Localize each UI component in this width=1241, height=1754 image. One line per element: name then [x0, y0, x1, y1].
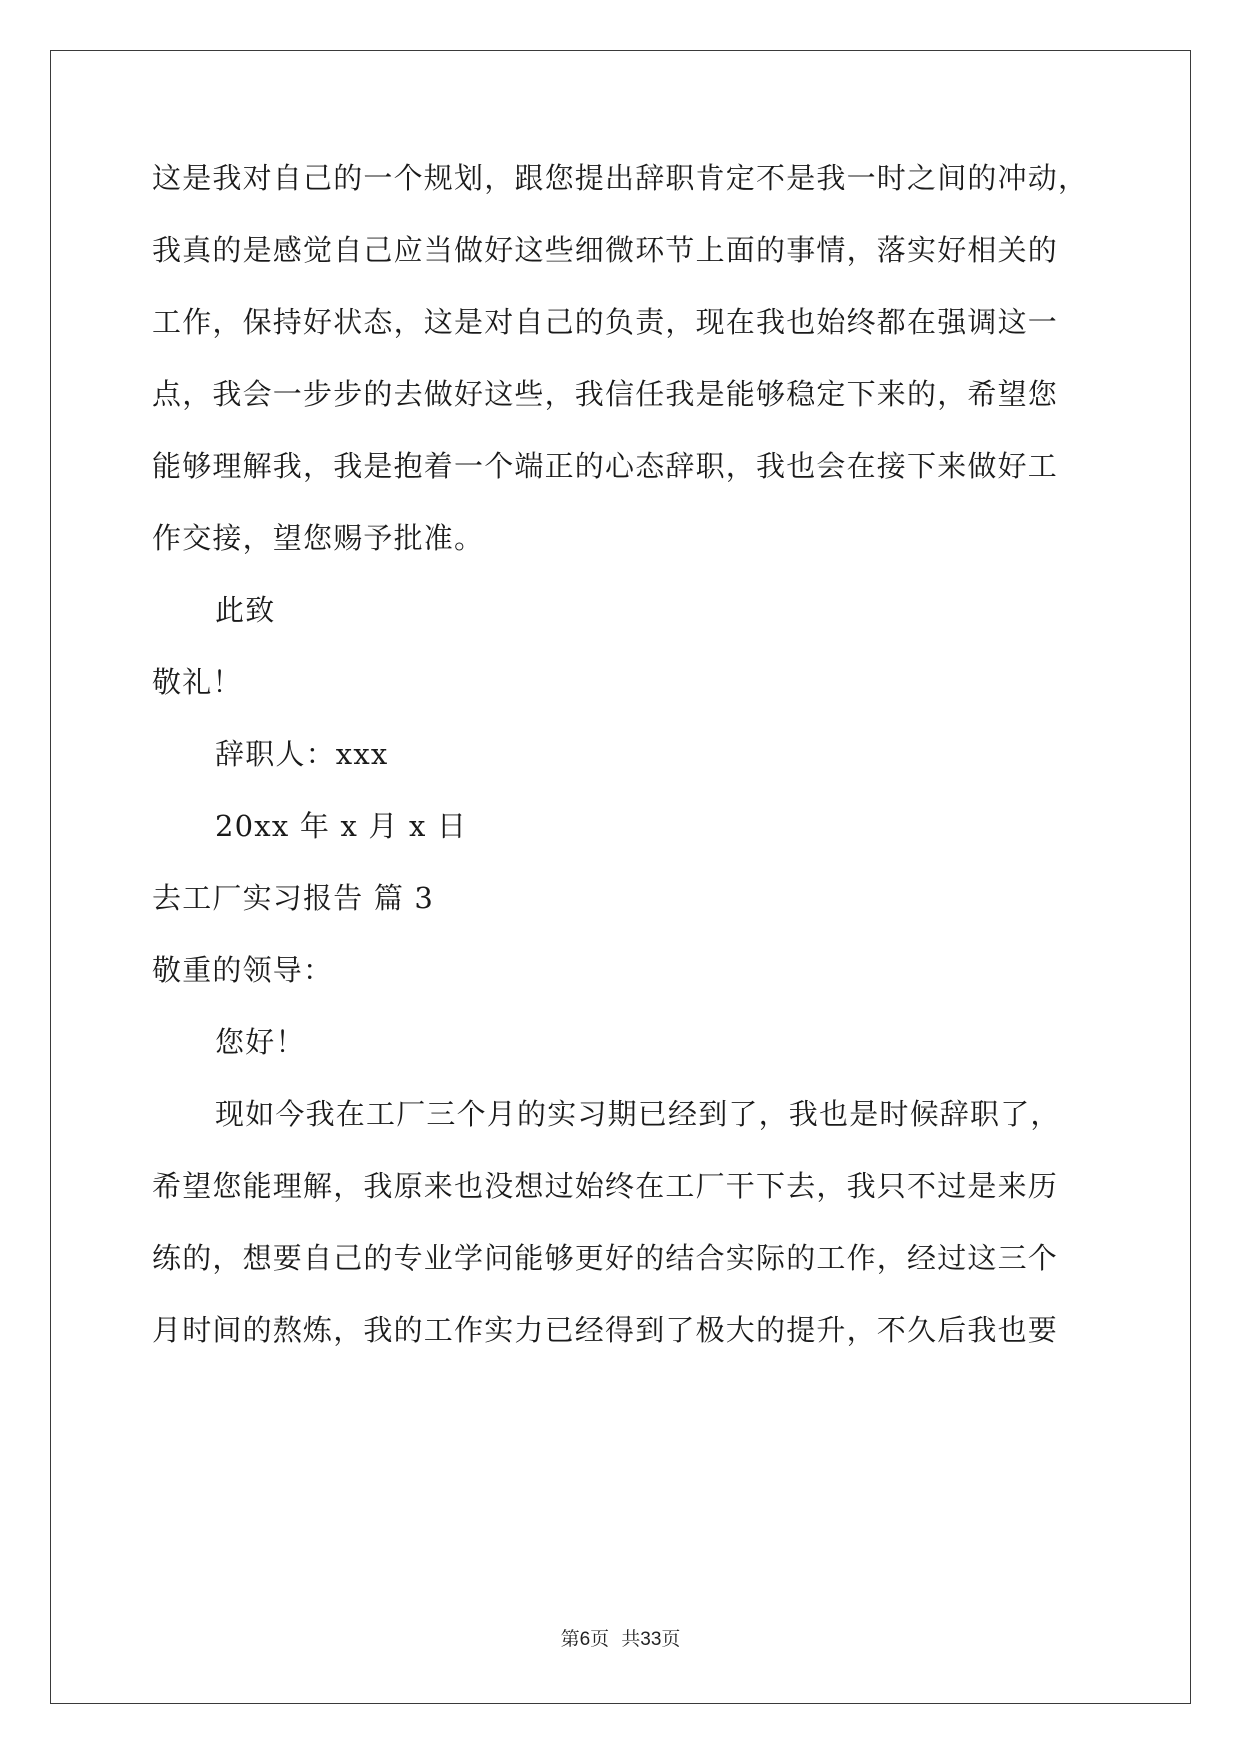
footer-prefix: 第: [560, 1628, 580, 1650]
body-line: 这是我对自己的一个规划，跟您提出辞职肯定不是我一时之间的冲动，: [152, 161, 1089, 195]
body-line: 工作，保持好状态，这是对自己的负责，现在我也始终都在强调这一: [152, 305, 1059, 339]
footer-suffix: 页: [661, 1628, 681, 1650]
hello-text: 您好！: [215, 1025, 306, 1059]
page-footer: [0, 1627, 1241, 1652]
signer-text: 辞职人：xxx: [215, 737, 389, 771]
closing-text: 此致: [215, 593, 276, 627]
body-line: 点，我会一步步的去做好这些，我信任我是能够稳定下来的，希望您: [152, 377, 1059, 411]
body-line: 我真的是感觉自己应当做好这些细微环节上面的事情，落实好相关的: [152, 233, 1059, 267]
salute-text: 敬礼！: [152, 665, 243, 699]
body-line: 月时间的熬炼，我的工作实力已经得到了极大的提升，不久后我也要: [152, 1313, 1059, 1347]
current-page-number: 6: [579, 1629, 591, 1650]
greeting-text: 敬重的领导：: [152, 953, 334, 987]
body-line: 现如今我在工厂三个月的实习期已经到了，我也是时候辞职了，: [215, 1097, 1061, 1131]
date-text: 20xx 年 x 月 x 日: [215, 809, 468, 843]
footer-mid: 页 共: [590, 1628, 641, 1650]
body-line: 希望您能理解，我原来也没想过始终在工厂干下去，我只不过是来历: [152, 1169, 1059, 1203]
total-page-number: 33: [640, 1629, 662, 1650]
body-line: 作交接，望您赐予批准。: [152, 521, 485, 555]
section-title: 去工厂实习报告 篇 3: [152, 881, 435, 915]
body-line: 能够理解我，我是抱着一个端正的心态辞职，我也会在接下来做好工: [152, 449, 1059, 483]
body-line: 练的，想要自己的专业学问能够更好的结合实际的工作，经过这三个: [152, 1241, 1059, 1275]
page-border: [50, 50, 1191, 1704]
